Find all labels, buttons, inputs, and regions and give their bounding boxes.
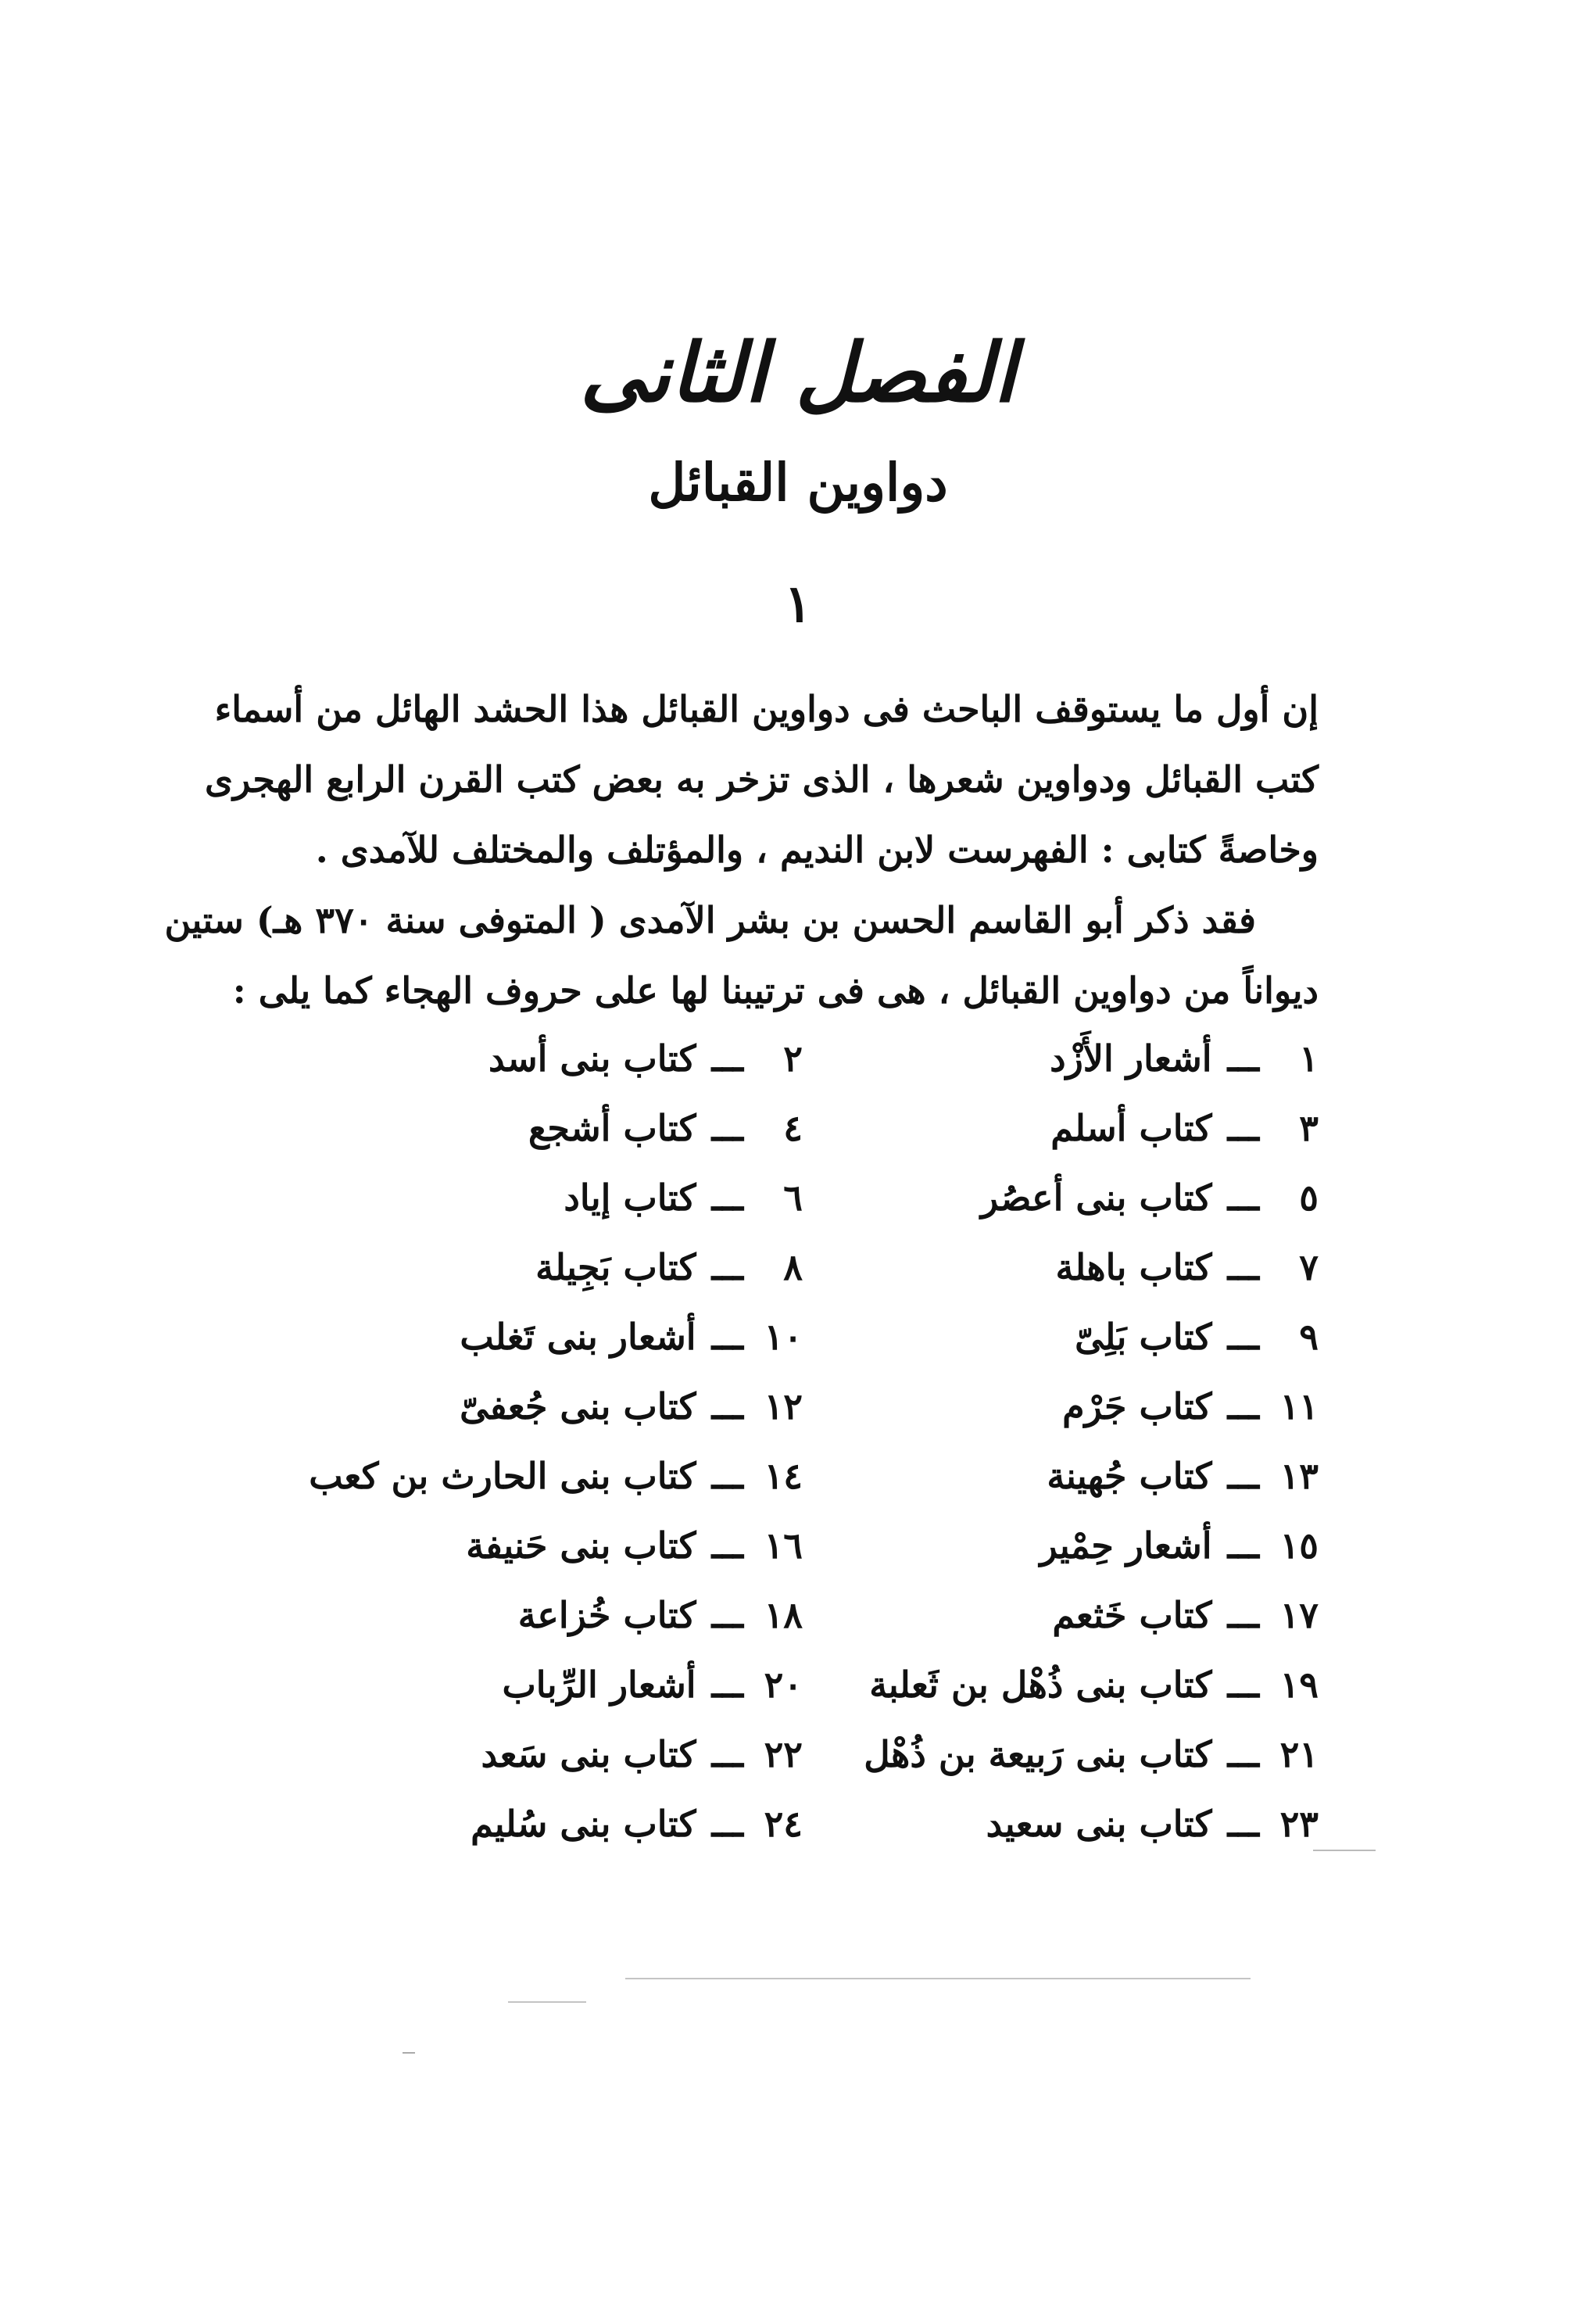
list-item-number: ١٦ bbox=[764, 1524, 803, 1567]
list-item-dash: ـــ bbox=[711, 1455, 743, 1497]
list-item-title: أشعار بنى تَغلب bbox=[460, 1316, 696, 1358]
list-item-dash: ـــ bbox=[711, 1803, 743, 1845]
list-row bbox=[285, 1024, 1319, 1093]
tribe-book-list bbox=[285, 1024, 1319, 1868]
list-item-dash: ـــ bbox=[711, 1107, 743, 1149]
list-item-title: كتاب بنى الحارث بن كعب bbox=[309, 1455, 696, 1497]
list-item-title: كتاب بنى سَعد bbox=[481, 1733, 696, 1775]
list-row bbox=[285, 1302, 1319, 1371]
list-row bbox=[285, 1581, 1319, 1649]
list-row bbox=[285, 1442, 1319, 1510]
list-item-title: كتاب جُهينة bbox=[1047, 1455, 1212, 1497]
paragraph-2-line-1: فقد ذكر أبو القاسم الحسن بن بشر الآمدى ( المتوفى سنة ٣٧٠ هـ) ستين bbox=[164, 899, 1256, 941]
list-item bbox=[271, 1720, 803, 1789]
list-item bbox=[271, 1581, 803, 1649]
list-item bbox=[834, 1372, 1319, 1441]
chapter-title: الفصل الثانى bbox=[580, 324, 1016, 421]
list-item-title: كتاب بنى جُعفىّ bbox=[460, 1385, 696, 1427]
list-item-title: كتاب باهلة bbox=[1055, 1246, 1212, 1288]
list-item-dash: ـــ bbox=[1227, 1803, 1259, 1845]
list-item-dash: ـــ bbox=[1227, 1385, 1259, 1427]
list-item-title: كتاب خَثعم bbox=[1052, 1594, 1212, 1636]
page-smudge bbox=[403, 2052, 415, 2054]
list-item-number: ٨ bbox=[783, 1246, 803, 1288]
list-item-dash: ـــ bbox=[1227, 1246, 1259, 1288]
list-item-title: كتاب بنى حَنيفة bbox=[466, 1524, 696, 1567]
list-item-number: ٩ bbox=[1299, 1316, 1319, 1358]
list-item-title: كتاب إياد bbox=[564, 1177, 696, 1219]
list-item bbox=[271, 1650, 803, 1719]
list-item-number: ٢١ bbox=[1279, 1733, 1319, 1775]
list-item-dash: ـــ bbox=[711, 1177, 743, 1219]
list-item-number: ٥ bbox=[1299, 1177, 1319, 1219]
list-item-title: كتاب خُزاعة bbox=[517, 1594, 696, 1636]
paragraph-1-line-2: كتب القبائل ودواوين شعرها ، الذى تزخر به بعض كتب القرن الرابع الهجرى bbox=[205, 758, 1319, 800]
list-item-dash: ـــ bbox=[1227, 1455, 1259, 1497]
list-item-dash: ـــ bbox=[1227, 1594, 1259, 1636]
list-item-title: كتاب أشجع bbox=[528, 1107, 696, 1149]
list-item-title: كتاب بنى أعصُر bbox=[980, 1177, 1212, 1219]
list-item-title: كتاب بَلِىّ bbox=[1075, 1316, 1212, 1358]
list-item-number: ٢٢ bbox=[764, 1733, 803, 1775]
list-item bbox=[834, 1024, 1319, 1093]
list-item-number: ١ bbox=[1299, 1037, 1319, 1080]
list-item-dash: ـــ bbox=[1227, 1316, 1259, 1358]
section-number: ١ bbox=[784, 573, 812, 634]
list-item-number: ٧ bbox=[1299, 1246, 1319, 1288]
list-item bbox=[271, 1024, 803, 1093]
list-item bbox=[834, 1511, 1319, 1580]
list-item-number: ١٥ bbox=[1279, 1524, 1319, 1567]
list-item bbox=[271, 1789, 803, 1858]
list-item-title: كتاب بنى رَبيعة بن ذُهْل bbox=[864, 1733, 1212, 1775]
list-item-title: أشعار الأَزْد bbox=[1050, 1037, 1212, 1080]
list-item-title: كتاب بنى سعيد bbox=[986, 1803, 1212, 1845]
list-item-dash: ـــ bbox=[711, 1246, 743, 1288]
paragraph-1-line-1: إن أول ما يستوقف الباحث فى دواوين القبائل هذا الحشد الهائل من أسماء bbox=[214, 688, 1319, 730]
list-item-dash: ـــ bbox=[711, 1385, 743, 1427]
page-smudge bbox=[625, 1978, 1251, 1979]
list-item-number: ١٤ bbox=[764, 1455, 803, 1497]
list-row bbox=[285, 1163, 1319, 1232]
list-item bbox=[834, 1442, 1319, 1510]
list-item bbox=[271, 1094, 803, 1162]
list-row bbox=[285, 1511, 1319, 1580]
list-item-dash: ـــ bbox=[711, 1037, 743, 1080]
list-item-dash: ـــ bbox=[711, 1733, 743, 1775]
list-row bbox=[285, 1789, 1319, 1858]
list-item bbox=[834, 1094, 1319, 1162]
list-item-dash: ـــ bbox=[1227, 1664, 1259, 1706]
list-item-title: كتاب بنى ذُهْل بن ثَعلبة bbox=[869, 1664, 1212, 1706]
page-smudge bbox=[1313, 1850, 1376, 1851]
list-item bbox=[834, 1581, 1319, 1649]
list-item-number: ١٧ bbox=[1279, 1594, 1319, 1636]
list-item bbox=[834, 1789, 1319, 1858]
section-title: دواوين القبائل bbox=[648, 452, 948, 513]
list-item-dash: ـــ bbox=[711, 1664, 743, 1706]
list-item bbox=[271, 1372, 803, 1441]
list-row bbox=[285, 1650, 1319, 1719]
list-item bbox=[271, 1302, 803, 1371]
list-item bbox=[834, 1302, 1319, 1371]
list-item-number: ١٠ bbox=[764, 1316, 803, 1358]
list-item-dash: ـــ bbox=[1227, 1037, 1259, 1080]
list-item bbox=[271, 1442, 803, 1510]
list-item-dash: ـــ bbox=[1227, 1177, 1259, 1219]
list-item-dash: ـــ bbox=[711, 1594, 743, 1636]
list-row bbox=[285, 1094, 1319, 1162]
list-item-number: ١٣ bbox=[1279, 1455, 1319, 1497]
list-item-title: كتاب بنى أسد bbox=[488, 1037, 696, 1080]
list-row bbox=[285, 1720, 1319, 1789]
list-item bbox=[271, 1511, 803, 1580]
list-item-number: ٢ bbox=[783, 1037, 803, 1080]
list-item bbox=[834, 1163, 1319, 1232]
list-item-title: كتاب بَجِيلة bbox=[535, 1246, 696, 1288]
list-item-title: أشعار الرِّباب bbox=[502, 1664, 696, 1706]
body-text bbox=[164, 674, 1319, 1026]
list-item-title: كتاب أسلم bbox=[1050, 1107, 1212, 1149]
list-item-number: ١١ bbox=[1279, 1385, 1319, 1427]
paragraph-1-line-3: وخاصةً كتابى : الفهرست لابن النديم ، والمؤتلف والمختلف للآمدى . bbox=[315, 829, 1319, 871]
list-item bbox=[834, 1720, 1319, 1789]
paragraph-2-line-2: ديواناً من دواوين القبائل ، هى فى ترتيبنا لها على حروف الهجاء كما يلى : bbox=[232, 969, 1319, 1012]
list-row bbox=[285, 1233, 1319, 1302]
list-item-dash: ـــ bbox=[1227, 1733, 1259, 1775]
list-item-number: ٦ bbox=[783, 1177, 803, 1219]
list-item bbox=[271, 1163, 803, 1232]
list-item-number: ٢٣ bbox=[1279, 1803, 1319, 1845]
list-item bbox=[271, 1233, 803, 1302]
list-item-dash: ـــ bbox=[1227, 1107, 1259, 1149]
list-item-dash: ـــ bbox=[711, 1524, 743, 1567]
list-item-number: ٢٤ bbox=[764, 1803, 803, 1845]
list-item-title: كتاب بنى سُليم bbox=[471, 1803, 696, 1845]
list-item-dash: ـــ bbox=[711, 1316, 743, 1358]
list-item bbox=[834, 1650, 1319, 1719]
list-item-number: ١٢ bbox=[764, 1385, 803, 1427]
list-item-number: ١٨ bbox=[764, 1594, 803, 1636]
list-item-title: كتاب جَرْم bbox=[1062, 1385, 1212, 1427]
list-row bbox=[285, 1372, 1319, 1441]
list-item bbox=[834, 1233, 1319, 1302]
list-item-number: ٣ bbox=[1299, 1107, 1319, 1149]
list-item-number: ١٩ bbox=[1279, 1664, 1319, 1706]
list-item-title: أشعار حِمْير bbox=[1040, 1524, 1212, 1567]
list-item-number: ٤ bbox=[783, 1107, 803, 1149]
list-item-dash: ـــ bbox=[1227, 1524, 1259, 1567]
list-item-number: ٢٠ bbox=[764, 1664, 803, 1706]
page-smudge bbox=[508, 2001, 586, 2003]
